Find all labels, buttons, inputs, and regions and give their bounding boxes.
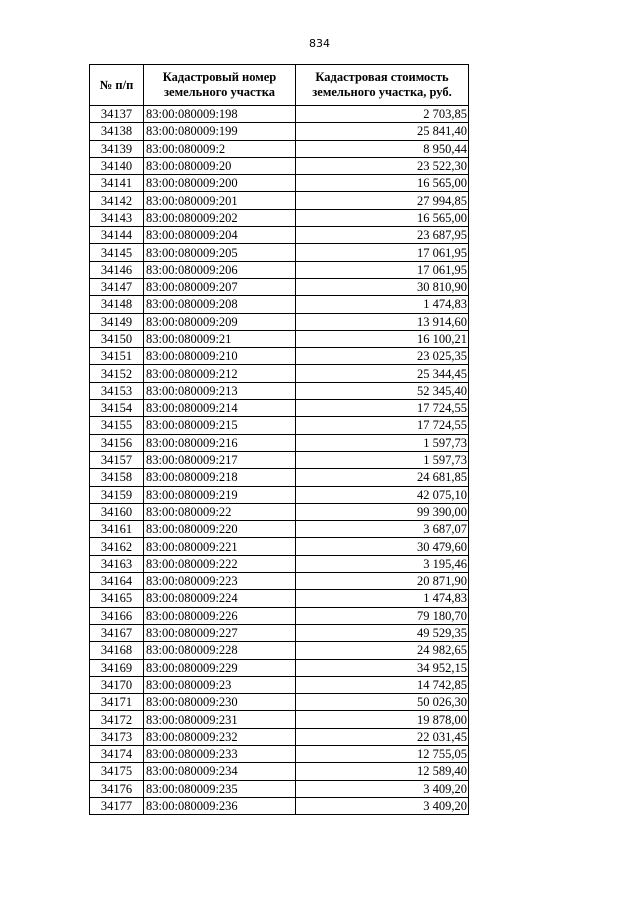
cell-cadastral-number: 83:00:080009:200 — [144, 175, 296, 192]
cell-row-number: 34175 — [90, 763, 144, 780]
cell-cadastral-value: 3 409,20 — [296, 780, 469, 797]
table-row — [90, 555, 469, 572]
cell-row-number: 34146 — [90, 261, 144, 278]
cell-cadastral-number: 83:00:080009:199 — [144, 123, 296, 140]
table-row — [90, 503, 469, 520]
cell-cadastral-value: 23 025,35 — [296, 348, 469, 365]
cell-cadastral-number: 83:00:080009:206 — [144, 261, 296, 278]
cell-cadastral-value: 12 589,40 — [296, 763, 469, 780]
cell-row-number: 34162 — [90, 538, 144, 555]
cell-row-number: 34152 — [90, 365, 144, 382]
cell-cadastral-number: 83:00:080009:2 — [144, 140, 296, 157]
cell-cadastral-value: 16 100,21 — [296, 330, 469, 347]
table-row — [90, 417, 469, 434]
cell-cadastral-value: 34 952,15 — [296, 659, 469, 676]
cell-cadastral-number: 83:00:080009:232 — [144, 728, 296, 745]
cell-cadastral-number: 83:00:080009:233 — [144, 745, 296, 762]
cell-cadastral-number: 83:00:080009:234 — [144, 763, 296, 780]
cell-row-number: 34139 — [90, 140, 144, 157]
cell-cadastral-number: 83:00:080009:219 — [144, 486, 296, 503]
cell-row-number: 34140 — [90, 157, 144, 174]
header-row-number: № п/п — [90, 65, 144, 106]
cell-cadastral-value: 1 597,73 — [296, 434, 469, 451]
cell-row-number: 34161 — [90, 521, 144, 538]
table-row — [90, 538, 469, 555]
cell-cadastral-value: 3 195,46 — [296, 555, 469, 572]
cell-cadastral-value: 42 075,10 — [296, 486, 469, 503]
cell-row-number: 34153 — [90, 382, 144, 399]
cell-cadastral-value: 25 344,45 — [296, 365, 469, 382]
cell-row-number: 34151 — [90, 348, 144, 365]
cell-cadastral-number: 83:00:080009:22 — [144, 503, 296, 520]
cell-cadastral-value: 27 994,85 — [296, 192, 469, 209]
cell-cadastral-value: 19 878,00 — [296, 711, 469, 728]
cell-cadastral-number: 83:00:080009:230 — [144, 694, 296, 711]
cell-cadastral-value: 24 681,85 — [296, 469, 469, 486]
cell-row-number: 34163 — [90, 555, 144, 572]
table-row — [90, 382, 469, 399]
cell-row-number: 34174 — [90, 745, 144, 762]
table-row — [90, 590, 469, 607]
cell-cadastral-number: 83:00:080009:208 — [144, 296, 296, 313]
cell-cadastral-number: 83:00:080009:229 — [144, 659, 296, 676]
cell-cadastral-number: 83:00:080009:207 — [144, 278, 296, 295]
table-row — [90, 348, 469, 365]
table-row — [90, 469, 469, 486]
cell-cadastral-value: 3 409,20 — [296, 797, 469, 814]
cell-cadastral-number: 83:00:080009:223 — [144, 573, 296, 590]
cell-row-number: 34177 — [90, 797, 144, 814]
cell-cadastral-number: 83:00:080009:227 — [144, 624, 296, 641]
header-cadastral-value: Кадастровая стоимость земельного участка, руб. — [296, 65, 469, 106]
cell-row-number: 34150 — [90, 330, 144, 347]
cell-cadastral-value: 49 529,35 — [296, 624, 469, 641]
cell-cadastral-number: 83:00:080009:204 — [144, 227, 296, 244]
cell-cadastral-number: 83:00:080009:221 — [144, 538, 296, 555]
cell-row-number: 34147 — [90, 278, 144, 295]
cell-row-number: 34137 — [90, 106, 144, 123]
cell-cadastral-value: 50 026,30 — [296, 694, 469, 711]
cell-cadastral-value: 16 565,00 — [296, 209, 469, 226]
cell-cadastral-number: 83:00:080009:201 — [144, 192, 296, 209]
cell-row-number: 34157 — [90, 451, 144, 468]
table-row — [90, 244, 469, 261]
cell-cadastral-value: 25 841,40 — [296, 123, 469, 140]
cadastral-table — [89, 64, 469, 815]
cell-row-number: 34176 — [90, 780, 144, 797]
cell-cadastral-value: 24 982,65 — [296, 642, 469, 659]
cell-row-number: 34145 — [90, 244, 144, 261]
cell-row-number: 34141 — [90, 175, 144, 192]
table-row — [90, 261, 469, 278]
cell-cadastral-value: 79 180,70 — [296, 607, 469, 624]
cell-cadastral-number: 83:00:080009:231 — [144, 711, 296, 728]
cell-cadastral-value: 20 871,90 — [296, 573, 469, 590]
table-row — [90, 106, 469, 123]
cell-cadastral-number: 83:00:080009:210 — [144, 348, 296, 365]
cell-cadastral-value: 30 810,90 — [296, 278, 469, 295]
cell-cadastral-number: 83:00:080009:226 — [144, 607, 296, 624]
cell-cadastral-number: 83:00:080009:202 — [144, 209, 296, 226]
cell-row-number: 34155 — [90, 417, 144, 434]
cell-cadastral-number: 83:00:080009:224 — [144, 590, 296, 607]
table-row — [90, 521, 469, 538]
cell-cadastral-number: 83:00:080009:214 — [144, 400, 296, 417]
cell-row-number: 34165 — [90, 590, 144, 607]
table-row — [90, 745, 469, 762]
cell-row-number: 34158 — [90, 469, 144, 486]
cell-row-number: 34142 — [90, 192, 144, 209]
cell-cadastral-number: 83:00:080009:21 — [144, 330, 296, 347]
table-row — [90, 676, 469, 693]
cell-row-number: 34159 — [90, 486, 144, 503]
table-row — [90, 694, 469, 711]
table-row — [90, 123, 469, 140]
cell-cadastral-number: 83:00:080009:236 — [144, 797, 296, 814]
table-row — [90, 365, 469, 382]
cell-row-number: 34143 — [90, 209, 144, 226]
cell-cadastral-value: 17 061,95 — [296, 261, 469, 278]
cell-cadastral-number: 83:00:080009:23 — [144, 676, 296, 693]
cell-cadastral-number: 83:00:080009:235 — [144, 780, 296, 797]
cell-cadastral-value: 17 724,55 — [296, 417, 469, 434]
table-row — [90, 227, 469, 244]
cell-row-number: 34169 — [90, 659, 144, 676]
table-row — [90, 209, 469, 226]
cell-row-number: 34171 — [90, 694, 144, 711]
table-row — [90, 711, 469, 728]
cell-cadastral-value: 99 390,00 — [296, 503, 469, 520]
cell-cadastral-value: 13 914,60 — [296, 313, 469, 330]
cell-cadastral-value: 16 565,00 — [296, 175, 469, 192]
table-row — [90, 763, 469, 780]
table-row — [90, 573, 469, 590]
table-row — [90, 607, 469, 624]
cell-cadastral-number: 83:00:080009:216 — [144, 434, 296, 451]
cell-cadastral-number: 83:00:080009:218 — [144, 469, 296, 486]
table-row — [90, 296, 469, 313]
cell-cadastral-value: 17 061,95 — [296, 244, 469, 261]
cell-row-number: 34148 — [90, 296, 144, 313]
table-row — [90, 434, 469, 451]
cell-cadastral-value: 14 742,85 — [296, 676, 469, 693]
table-row — [90, 278, 469, 295]
header-cadastral-number: Кадастровый номер земельного участка — [144, 65, 296, 106]
cell-row-number: 34166 — [90, 607, 144, 624]
cell-row-number: 34170 — [90, 676, 144, 693]
table-row — [90, 780, 469, 797]
table-row — [90, 451, 469, 468]
cell-cadastral-value: 1 597,73 — [296, 451, 469, 468]
cell-cadastral-value: 52 345,40 — [296, 382, 469, 399]
page-number: 834 — [309, 37, 330, 50]
table-row — [90, 728, 469, 745]
cell-cadastral-value: 23 522,30 — [296, 157, 469, 174]
cell-cadastral-number: 83:00:080009:215 — [144, 417, 296, 434]
table-row — [90, 624, 469, 641]
cell-cadastral-value: 23 687,95 — [296, 227, 469, 244]
cell-cadastral-number: 83:00:080009:222 — [144, 555, 296, 572]
cell-cadastral-number: 83:00:080009:209 — [144, 313, 296, 330]
cell-row-number: 34172 — [90, 711, 144, 728]
cell-cadastral-number: 83:00:080009:228 — [144, 642, 296, 659]
table-row — [90, 313, 469, 330]
cell-cadastral-number: 83:00:080009:198 — [144, 106, 296, 123]
cell-cadastral-number: 83:00:080009:220 — [144, 521, 296, 538]
cell-cadastral-value: 22 031,45 — [296, 728, 469, 745]
table-row — [90, 192, 469, 209]
table-row — [90, 140, 469, 157]
cell-cadastral-value: 1 474,83 — [296, 590, 469, 607]
table-row — [90, 330, 469, 347]
cell-cadastral-value: 8 950,44 — [296, 140, 469, 157]
cell-cadastral-value: 2 703,85 — [296, 106, 469, 123]
table-row — [90, 642, 469, 659]
table-row — [90, 486, 469, 503]
cell-row-number: 34173 — [90, 728, 144, 745]
cell-row-number: 34167 — [90, 624, 144, 641]
cell-cadastral-value: 30 479,60 — [296, 538, 469, 555]
cell-cadastral-number: 83:00:080009:20 — [144, 157, 296, 174]
cell-row-number: 34144 — [90, 227, 144, 244]
cell-cadastral-value: 17 724,55 — [296, 400, 469, 417]
cell-row-number: 34149 — [90, 313, 144, 330]
table-header-row — [90, 65, 469, 106]
cell-cadastral-value: 12 755,05 — [296, 745, 469, 762]
table-row — [90, 157, 469, 174]
cell-cadastral-number: 83:00:080009:212 — [144, 365, 296, 382]
cell-row-number: 34154 — [90, 400, 144, 417]
cell-row-number: 34156 — [90, 434, 144, 451]
cell-cadastral-number: 83:00:080009:217 — [144, 451, 296, 468]
cell-cadastral-number: 83:00:080009:205 — [144, 244, 296, 261]
cell-row-number: 34164 — [90, 573, 144, 590]
cell-cadastral-value: 3 687,07 — [296, 521, 469, 538]
table-row — [90, 659, 469, 676]
table-row — [90, 175, 469, 192]
table-row — [90, 400, 469, 417]
cell-cadastral-number: 83:00:080009:213 — [144, 382, 296, 399]
cell-row-number: 34138 — [90, 123, 144, 140]
table-row — [90, 797, 469, 814]
cell-row-number: 34160 — [90, 503, 144, 520]
cell-cadastral-value: 1 474,83 — [296, 296, 469, 313]
cell-row-number: 34168 — [90, 642, 144, 659]
